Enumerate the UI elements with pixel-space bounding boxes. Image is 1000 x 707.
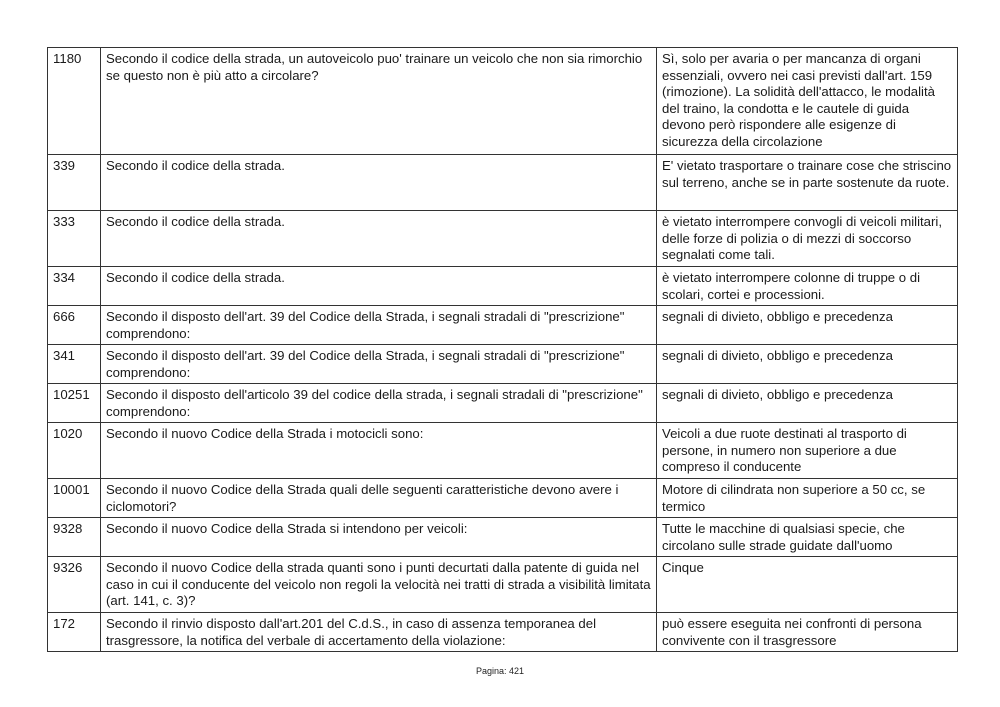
- qa-table: [47, 47, 958, 652]
- row-question: Secondo il nuovo Codice della Strada si intendono per veicoli:: [101, 518, 657, 557]
- table-row: [48, 613, 958, 652]
- table-row: [48, 211, 958, 267]
- row-id: 1180: [48, 48, 101, 155]
- row-answer: è vietato interrompere convogli di veicoli militari, delle forze di polizia o di mezzi di soccorso segnalati come tali.: [657, 211, 958, 267]
- row-answer: segnali di divieto, obbligo e precedenza: [657, 345, 958, 384]
- row-id: 333: [48, 211, 101, 267]
- row-question: Secondo il codice della strada, un autoveicolo puo' trainare un veicolo che non sia rimorchio se questo non è più atto a circolare?: [101, 48, 657, 155]
- row-answer: Veicoli a due ruote destinati al trasporto di persone, in numero non superiore a due compreso il conducente: [657, 423, 958, 479]
- row-answer: Motore di cilindrata non superiore a 50 cc, se termico: [657, 479, 958, 518]
- table-row: [48, 48, 958, 155]
- table-row: [48, 267, 958, 306]
- row-id: 172: [48, 613, 101, 652]
- row-id: 10251: [48, 384, 101, 423]
- row-answer: segnali di divieto, obbligo e precedenza: [657, 384, 958, 423]
- row-id: 9326: [48, 557, 101, 613]
- row-question: Secondo il disposto dell'art. 39 del Codice della Strada, i segnali stradali di "prescrizione" comprendono:: [101, 306, 657, 345]
- row-question: Secondo il nuovo Codice della Strada quali delle seguenti caratteristiche devono avere i ciclomotori?: [101, 479, 657, 518]
- table-row: [48, 306, 958, 345]
- row-question: Secondo il codice della strada.: [101, 155, 657, 211]
- table-row: [48, 557, 958, 613]
- row-answer: può essere eseguita nei confronti di persona convivente con il trasgressore: [657, 613, 958, 652]
- table-row: [48, 423, 958, 479]
- table-row: [48, 384, 958, 423]
- row-answer: segnali di divieto, obbligo e precedenza: [657, 306, 958, 345]
- table-row: [48, 518, 958, 557]
- row-question: Secondo il disposto dell'articolo 39 del codice della strada, i segnali stradali di "prescrizione" comprendono:: [101, 384, 657, 423]
- row-question: Secondo il codice della strada.: [101, 211, 657, 267]
- row-id: 1020: [48, 423, 101, 479]
- row-question: Secondo il nuovo Codice della strada quanti sono i punti decurtati dalla patente di guida nel caso in cui il conducente del veicolo non regoli la velocità nei tratti di strada a visibilità limitata (art. 141, c. 3)?: [101, 557, 657, 613]
- row-id: 666: [48, 306, 101, 345]
- row-id: 10001: [48, 479, 101, 518]
- row-answer: Sì, solo per avaria o per mancanza di organi essenziali, ovvero nei casi previsti dall'art. 159 (rimozione). La solidità dell'attacco, le modalità del traino, la condotta e le cautele di guida devono però rispondere alle esigenze di sicurezza della circolazione: [657, 48, 958, 155]
- table-row: [48, 479, 958, 518]
- row-id: 341: [48, 345, 101, 384]
- row-answer: Tutte le macchine di qualsiasi specie, che circolano sulle strade guidate dall'uomo: [657, 518, 958, 557]
- table-row: [48, 155, 958, 211]
- row-question: Secondo il codice della strada.: [101, 267, 657, 306]
- row-answer: E' vietato trasportare o trainare cose che striscino sul terreno, anche se in parte sostenute da ruote.: [657, 155, 958, 211]
- page-number: Pagina: 421: [475, 666, 525, 676]
- row-id: 9328: [48, 518, 101, 557]
- row-question: Secondo il rinvio disposto dall'art.201 del C.d.S., in caso di assenza temporanea del trasgressore, la notifica del verbale di accertamento della violazione:: [101, 613, 657, 652]
- row-question: Secondo il nuovo Codice della Strada i motocicli sono:: [101, 423, 657, 479]
- table-row: [48, 345, 958, 384]
- row-answer: Cinque: [657, 557, 958, 613]
- row-answer: è vietato interrompere colonne di truppe o di scolari, cortei e processioni.: [657, 267, 958, 306]
- row-id: 339: [48, 155, 101, 211]
- row-id: 334: [48, 267, 101, 306]
- row-question: Secondo il disposto dell'art. 39 del Codice della Strada, i segnali stradali di "prescrizione" comprendono:: [101, 345, 657, 384]
